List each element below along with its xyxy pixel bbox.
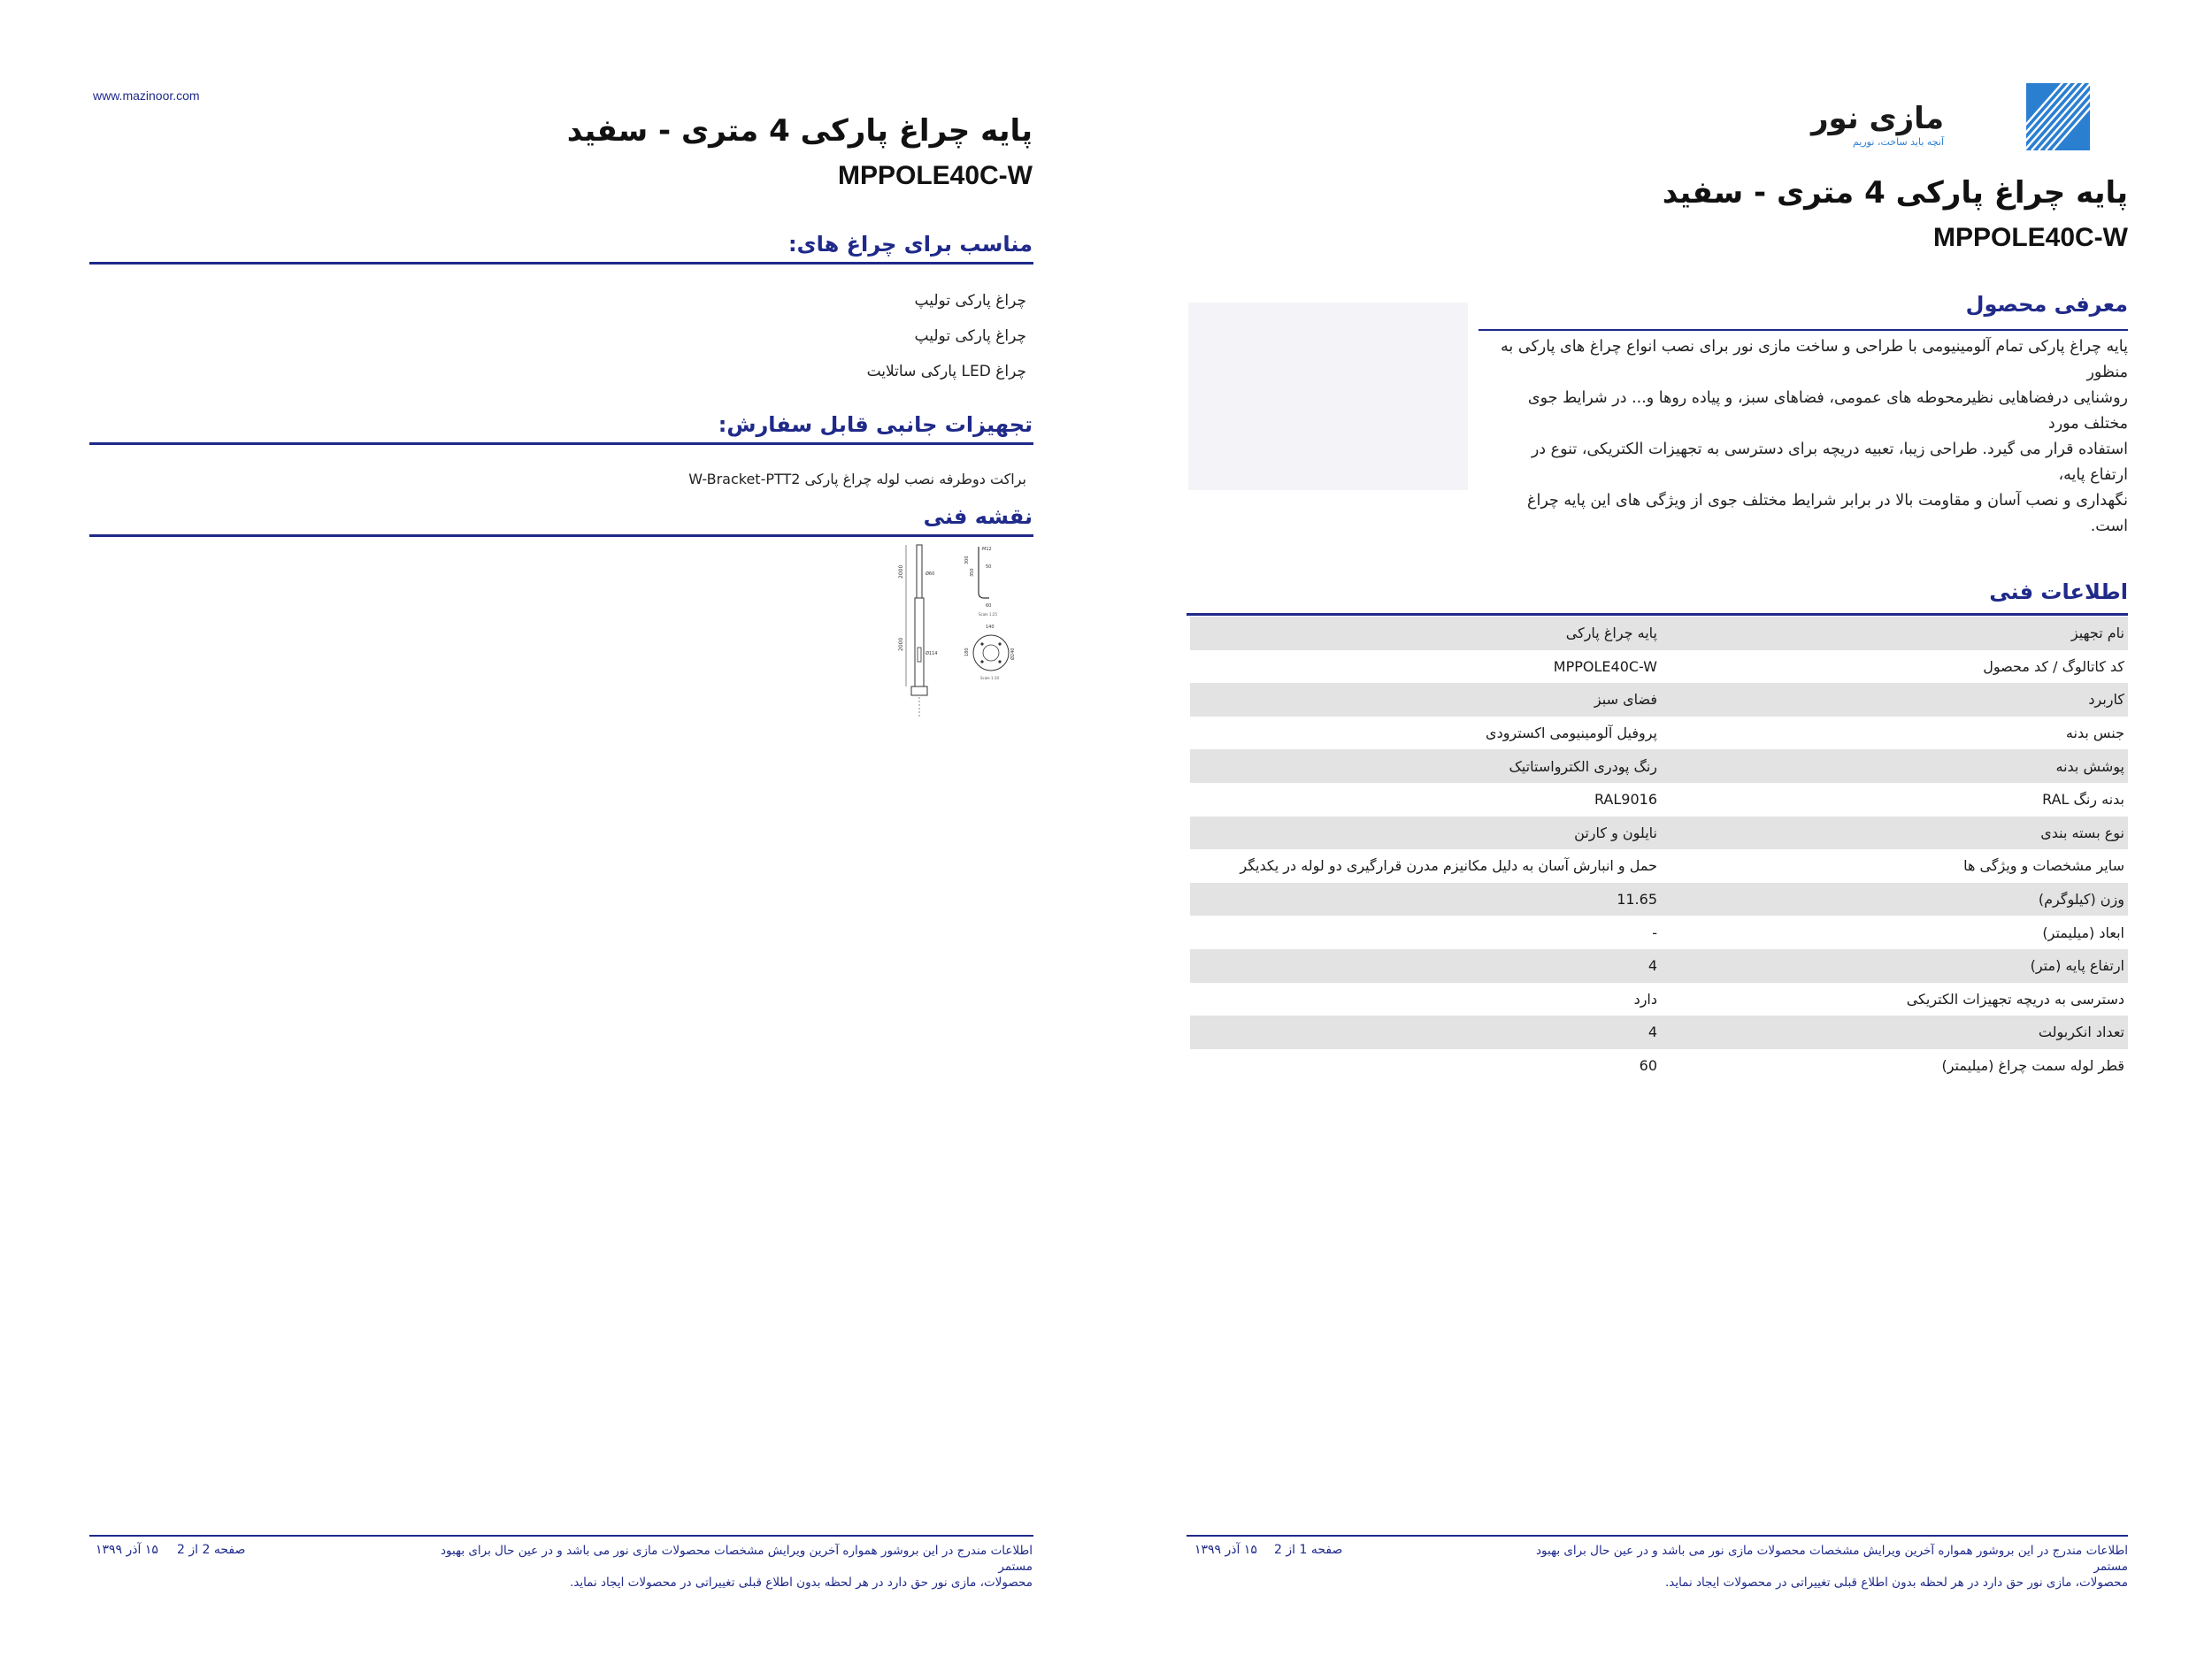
base-opening — [983, 645, 999, 661]
intro-paragraph — [1491, 334, 2128, 540]
section-divider — [1187, 613, 2128, 616]
table-row — [1190, 817, 2128, 850]
spec-label: پوشش بدنه — [1661, 749, 2128, 783]
spec-value: 11.65 — [1190, 883, 1661, 916]
footer-date: ۱۵ آذر ۱۳۹۹ — [1194, 1543, 1257, 1557]
section-divider — [89, 534, 1033, 537]
anchor-bolt-hook — [979, 593, 989, 598]
dim-label-60: 60 — [986, 603, 992, 609]
spec-value: 60 — [1639, 1057, 1657, 1075]
logo-tagline: آنچه باید ساخت، نوریم — [1852, 136, 1944, 148]
bolt-hole — [998, 660, 1001, 663]
spec-label: کاربرد — [1661, 683, 2128, 717]
accessories-heading: تجهیزات جانبی قابل سفارش: — [718, 412, 1033, 437]
brand-logo — [1810, 97, 2013, 150]
intro-line: روشنایی درفضاهایی نظیرمحوطه های عمومی، فضاهای سبز، و پیاده روها و... در شرایط جوی مختلف مورد — [1527, 389, 2128, 433]
spec-value: RAL9016 — [1594, 791, 1657, 809]
dim-label-bottom: 2000 — [898, 637, 904, 651]
spec-label: سایر مشخصات و ویژگی ها — [1963, 857, 2124, 875]
spec-value: 4 — [1190, 1016, 1661, 1049]
intro-line: نگهداری و نصب آسان و مقاومت بالا در برابر شرایط مختلف جوی از ویژگی های این پایه چراغ است. — [1527, 492, 2128, 535]
intro-heading: معرفی محصول — [1965, 292, 2128, 317]
spec-label: کد کاتالوگ / کد محصول — [1983, 657, 2124, 675]
table-row — [1190, 717, 2128, 750]
intro-line: پایه چراغ پارکی تمام آلومینیومی با طراحی و ساخت مازی نور برای نصب انواع چراغ های پارکی به منظور — [1501, 338, 2128, 381]
pole-lower-tube — [915, 598, 924, 686]
table-row — [1190, 883, 2128, 916]
section-divider — [1479, 329, 2128, 331]
dim-label-350: 350 — [970, 568, 975, 577]
service-door — [918, 648, 921, 662]
spec-value: دارد — [1633, 990, 1657, 1008]
table-row — [1190, 949, 2128, 983]
spec-label: ارتفاع پایه (متر) — [1661, 949, 2128, 983]
dim-label-240: Ø240 — [1010, 648, 1016, 660]
footer-disclaimer-line: محصولات، مازی نور حق دارد در هر لحظه بدون اطلاع قبلی تغییراتی در محصولات ایجاد نماید. — [569, 1576, 1033, 1590]
dim-label-140: 140 — [986, 625, 995, 630]
product-title: پایه چراغ پارکی 4 متری - سفید — [1662, 175, 2128, 211]
suitable-item: چراغ LED پارکی ساتلایت — [866, 363, 1026, 380]
spec-label: بدنه رنگ RAL — [2042, 791, 2124, 809]
pole-base — [911, 686, 927, 695]
spec-value: رنگ پودری الکترواستاتیک — [1190, 749, 1661, 783]
spec-label: تعداد انکربولت — [1661, 1016, 2128, 1049]
spec-value: پایه چراغ پارکی — [1190, 617, 1661, 650]
spec-value: - — [1652, 924, 1657, 941]
tech-heading: اطلاعات فنی — [1989, 579, 2128, 604]
footer-disclaimer — [1509, 1543, 2128, 1591]
table-row — [1190, 1016, 2128, 1049]
footer-disclaimer-line: محصولات، مازی نور حق دارد در هر لحظه بدون اطلاع قبلی تغییراتی در محصولات ایجاد نماید. — [1664, 1576, 2128, 1590]
spec-value: حمل و انبارش آسان به دلیل مکانیزم مدرن قرارگیری دو لوله در یکدیگر — [1240, 857, 1657, 875]
technical-drawing — [894, 541, 1053, 727]
dim-label-dia-bottom: Ø114 — [926, 651, 938, 656]
table-row — [1190, 1049, 2128, 1083]
table-row — [1190, 849, 2128, 883]
spec-label: جنس بدنه — [2065, 725, 2124, 742]
suitable-heading: مناسب برای چراغ های: — [788, 232, 1033, 257]
spec-value: نایلون و کارتن — [1190, 817, 1661, 850]
dim-label-300: 300 — [964, 556, 970, 564]
footer-rule — [1187, 1535, 2128, 1537]
drawing-heading: نقشه فنی — [923, 504, 1033, 529]
intro-line: استفاده قرار می گیرد. طراحی زیبا، تعبیه دریچه برای دسترسی به تجهیزات الکتریکی، تنوع در ارتفاع پایه، — [1531, 441, 2128, 484]
page-2-product-title: پایه چراغ پارکی 4 متری - سفید — [566, 113, 1033, 149]
dim-label-180: 180 — [964, 648, 970, 656]
bolt-label: M12 — [982, 547, 992, 552]
bolt-hole — [980, 660, 983, 663]
page-number: صفحه 1 از 2 — [1274, 1543, 1343, 1557]
page-number: صفحه 2 از 2 — [177, 1543, 246, 1557]
scale-label: Scale 1:10 — [980, 676, 1000, 680]
suitable-item: چراغ پارکی تولیپ — [914, 292, 1026, 310]
spec-label: وزن (کیلوگرم) — [1661, 883, 2128, 916]
spec-label: نوع بسته بندی — [1661, 817, 2128, 850]
spec-label: دسترسی به دریچه تجهیزات الکتریکی — [1906, 990, 2124, 1008]
suitable-item: چراغ پارکی تولیپ — [914, 327, 1026, 345]
spec-value: MPPOLE40C-W — [1553, 657, 1657, 675]
footer-disclaimer — [413, 1543, 1033, 1591]
table-row — [1190, 650, 2128, 684]
section-divider — [89, 262, 1033, 265]
bolt-hole — [980, 642, 983, 645]
table-row — [1190, 783, 2128, 817]
page-2-product-code: MPPOLE40C-W — [837, 161, 1033, 190]
dim-label-top: 2000 — [898, 564, 904, 579]
spec-table — [1190, 617, 2128, 1082]
accessory-item: براکت دوطرفه نصب لوله چراغ پارکی W-Bracket-PTT2 — [688, 471, 1026, 487]
pole-upper-tube — [917, 545, 922, 598]
base-plate — [973, 635, 1009, 671]
product-code: MPPOLE40C-W — [1932, 223, 2128, 252]
spec-label: نام تجهیز — [1661, 617, 2128, 650]
footer-disclaimer-line: اطلاعات مندرج در این بروشور همواره آخرین ویرایش مشخصات محصولات مازی نور می باشد و در عین حال برای بهبود مستمر — [441, 1544, 1033, 1574]
logo-mark-icon — [2026, 83, 2090, 150]
footer-rule — [89, 1535, 1033, 1537]
spec-label: ابعاد (میلیمتر) — [2042, 924, 2124, 941]
table-row — [1190, 683, 2128, 717]
bolt-hole — [998, 642, 1001, 645]
spec-label: قطر لوله سمت چراغ (میلیمتر) — [1941, 1057, 2124, 1075]
footer-disclaimer-line: اطلاعات مندرج در این بروشور همواره آخرین ویرایش مشخصات محصولات مازی نور می باشد و در عین حال برای بهبود مستمر — [1536, 1544, 2128, 1574]
table-row — [1190, 983, 2128, 1016]
scale-label: Scale 1:25 — [979, 612, 998, 617]
footer-date: ۱۵ آذر ۱۳۹۹ — [96, 1543, 158, 1557]
spec-value: فضای سبز — [1190, 683, 1661, 717]
table-row — [1190, 617, 2128, 650]
table-row — [1190, 916, 2128, 949]
section-divider — [89, 442, 1033, 445]
dim-label-50: 50 — [986, 564, 992, 570]
spec-value: پروفیل آلومینیومی اکسترودی — [1486, 725, 1657, 742]
logo-wordmark: مازی نور — [1810, 101, 1944, 136]
dim-label-dia-top: Ø60 — [926, 571, 935, 577]
table-row — [1190, 749, 2128, 783]
website-link[interactable]: www.mazinoor.com — [93, 88, 200, 103]
spec-value: 4 — [1190, 949, 1661, 983]
product-image — [1188, 303, 1468, 490]
